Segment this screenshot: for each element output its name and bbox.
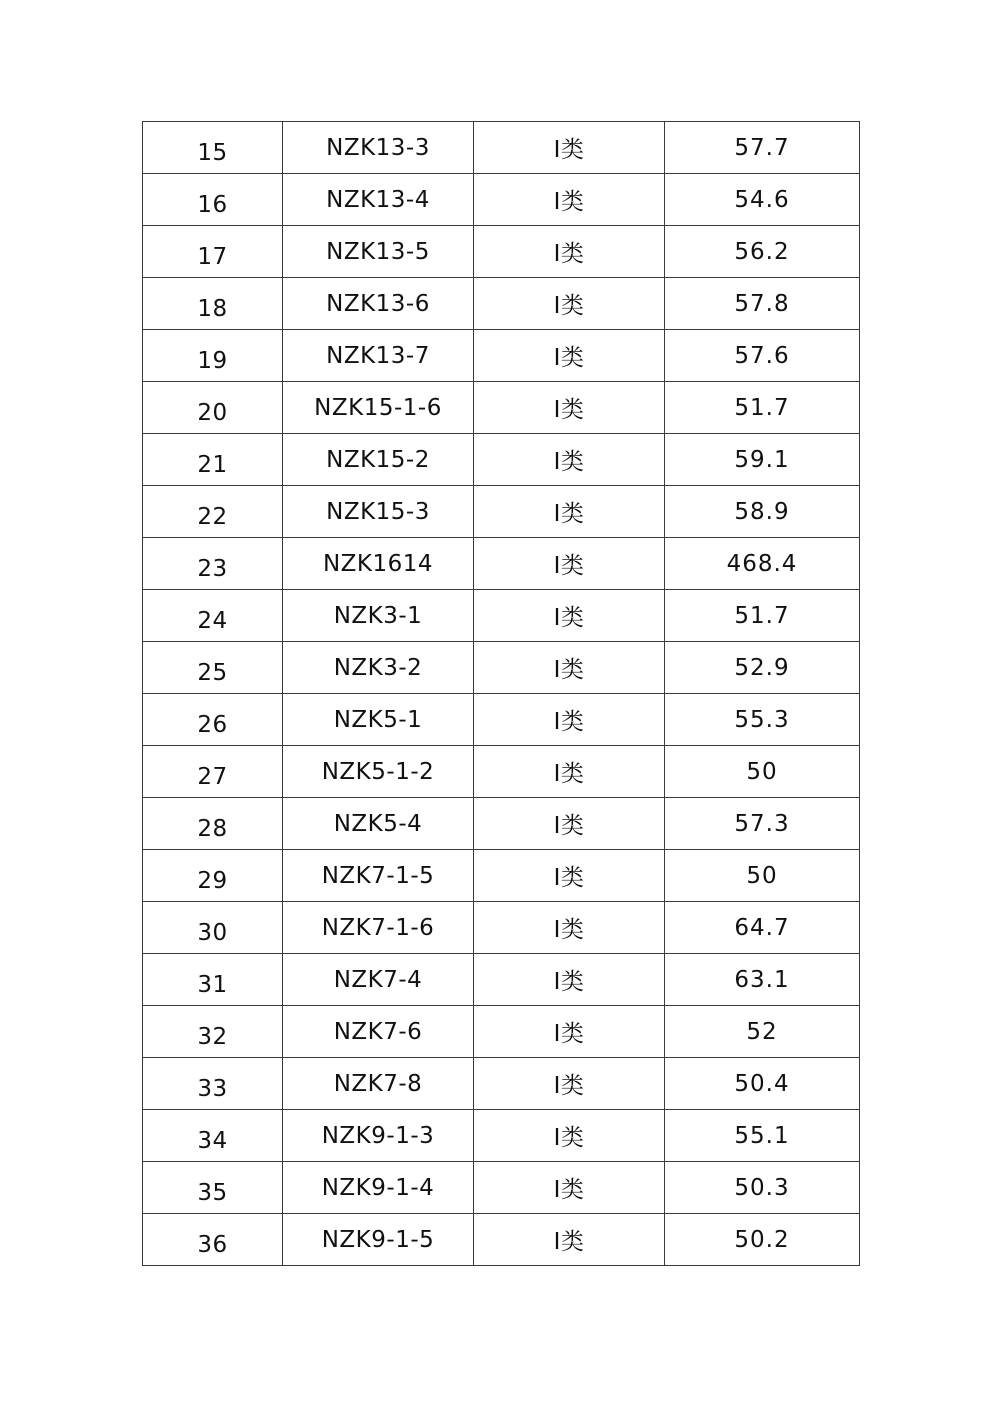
category-cell — [474, 174, 665, 226]
row-index-cell — [143, 122, 283, 174]
value-cell — [665, 746, 860, 798]
sample-code-cell-text: NZK13-5 — [326, 238, 430, 265]
table-row — [143, 174, 860, 226]
category-cell — [474, 694, 665, 746]
sample-code-cell — [283, 434, 474, 486]
sample-code-cell — [283, 226, 474, 278]
value-cell-text: 64.7 — [734, 914, 790, 941]
table-row — [143, 694, 860, 746]
row-index-cell — [143, 694, 283, 746]
category-cell — [474, 590, 665, 642]
value-cell-text: 57.6 — [734, 342, 790, 369]
value-cell — [665, 278, 860, 330]
row-index-cell-text: 25 — [197, 659, 228, 686]
category-cell-text: Ⅰ类 — [553, 865, 585, 891]
row-index-cell-text: 22 — [197, 503, 228, 530]
table-row — [143, 746, 860, 798]
value-cell-text: 54.6 — [734, 186, 790, 213]
row-index-cell — [143, 330, 283, 382]
row-index-cell — [143, 174, 283, 226]
row-index-cell — [143, 382, 283, 434]
value-cell-text: 50.2 — [734, 1226, 790, 1253]
row-index-cell — [143, 902, 283, 954]
sample-code-cell — [283, 122, 474, 174]
sample-code-cell-text: NZK13-3 — [326, 134, 430, 161]
value-cell — [665, 1110, 860, 1162]
sample-code-cell — [283, 642, 474, 694]
data-table — [142, 121, 860, 1266]
table-row — [143, 434, 860, 486]
category-cell — [474, 902, 665, 954]
sample-code-cell-text: NZK5-4 — [333, 810, 423, 837]
category-cell — [474, 798, 665, 850]
row-index-cell-text: 36 — [197, 1231, 228, 1258]
sample-code-cell — [283, 1110, 474, 1162]
sample-code-cell — [283, 850, 474, 902]
category-cell-text: Ⅰ类 — [553, 657, 585, 683]
category-cell — [474, 1110, 665, 1162]
category-cell-text: Ⅰ类 — [553, 1021, 585, 1047]
row-index-cell — [143, 538, 283, 590]
category-cell-text: Ⅰ类 — [553, 501, 585, 527]
category-cell-text: Ⅰ类 — [553, 345, 585, 371]
category-cell — [474, 122, 665, 174]
row-index-cell-text: 28 — [197, 815, 228, 842]
row-index-cell — [143, 1214, 283, 1266]
category-cell — [474, 1162, 665, 1214]
value-cell — [665, 590, 860, 642]
value-cell — [665, 486, 860, 538]
row-index-cell-text: 15 — [197, 139, 228, 166]
value-cell — [665, 122, 860, 174]
category-cell — [474, 382, 665, 434]
category-cell-text: Ⅰ类 — [553, 293, 585, 319]
category-cell — [474, 1006, 665, 1058]
table-row — [143, 902, 860, 954]
row-index-cell-text: 20 — [197, 399, 228, 426]
row-index-cell-text: 23 — [197, 555, 228, 582]
table-row — [143, 798, 860, 850]
category-cell — [474, 746, 665, 798]
category-cell — [474, 226, 665, 278]
sample-code-cell-text: NZK15-3 — [326, 498, 430, 525]
category-cell — [474, 330, 665, 382]
category-cell-text: Ⅰ类 — [553, 813, 585, 839]
category-cell-text: Ⅰ类 — [553, 397, 585, 423]
row-index-cell-text: 29 — [197, 867, 228, 894]
table-row — [143, 1058, 860, 1110]
category-cell-text: Ⅰ类 — [553, 241, 585, 267]
sample-code-cell-text: NZK13-7 — [326, 342, 430, 369]
value-cell-text: 55.1 — [734, 1122, 790, 1149]
row-index-cell — [143, 278, 283, 330]
value-cell — [665, 1214, 860, 1266]
category-cell-text: Ⅰ类 — [553, 709, 585, 735]
sample-code-cell — [283, 1214, 474, 1266]
table-row — [143, 1110, 860, 1162]
sample-code-cell-text: NZK7-1-5 — [321, 862, 435, 889]
value-cell-text: 468.4 — [726, 550, 798, 577]
category-cell-text: Ⅰ类 — [553, 1125, 585, 1151]
value-cell-text: 57.8 — [734, 290, 790, 317]
row-index-cell — [143, 746, 283, 798]
value-cell-text: 50 — [746, 758, 778, 785]
value-cell-text: 55.3 — [734, 706, 790, 733]
value-cell — [665, 1006, 860, 1058]
row-index-cell-text: 32 — [197, 1023, 228, 1050]
row-index-cell-text: 24 — [197, 607, 228, 634]
value-cell — [665, 382, 860, 434]
value-cell-text: 52 — [746, 1018, 778, 1045]
row-index-cell-text: 21 — [197, 451, 228, 478]
category-cell — [474, 642, 665, 694]
sample-code-cell-text: NZK13-6 — [326, 290, 430, 317]
value-cell-text: 50 — [746, 862, 778, 889]
row-index-cell — [143, 1162, 283, 1214]
table-row — [143, 1162, 860, 1214]
value-cell — [665, 330, 860, 382]
table-row — [143, 1006, 860, 1058]
category-cell-text: Ⅰ类 — [553, 553, 585, 579]
value-cell-text: 63.1 — [734, 966, 790, 993]
sample-code-cell — [283, 486, 474, 538]
row-index-cell — [143, 486, 283, 538]
row-index-cell — [143, 1006, 283, 1058]
sample-code-cell — [283, 174, 474, 226]
sample-code-cell-text: NZK7-1-6 — [321, 914, 435, 941]
row-index-cell-text: 18 — [197, 295, 228, 322]
category-cell — [474, 1214, 665, 1266]
category-cell-text: Ⅰ类 — [553, 449, 585, 475]
value-cell-text: 58.9 — [734, 498, 790, 525]
row-index-cell — [143, 798, 283, 850]
value-cell — [665, 1162, 860, 1214]
table-row — [143, 486, 860, 538]
sample-code-cell-text: NZK7-8 — [333, 1070, 423, 1097]
value-cell — [665, 434, 860, 486]
table-row — [143, 590, 860, 642]
value-cell — [665, 1058, 860, 1110]
sample-code-cell-text: NZK9-1-5 — [321, 1226, 435, 1253]
category-cell-text: Ⅰ类 — [553, 137, 585, 163]
value-cell-text: 52.9 — [734, 654, 790, 681]
sample-code-cell-text: NZK9-1-3 — [321, 1122, 435, 1149]
value-cell-text: 57.7 — [734, 134, 790, 161]
category-cell — [474, 538, 665, 590]
value-cell — [665, 954, 860, 1006]
row-index-cell-text: 26 — [197, 711, 228, 738]
sample-code-cell-text: NZK3-2 — [333, 654, 423, 681]
row-index-cell — [143, 954, 283, 1006]
table-row — [143, 330, 860, 382]
sample-code-cell-text: NZK7-6 — [333, 1018, 423, 1045]
value-cell — [665, 694, 860, 746]
table-row — [143, 538, 860, 590]
category-cell-text: Ⅰ类 — [553, 761, 585, 787]
table-row — [143, 226, 860, 278]
row-index-cell-text: 27 — [197, 763, 228, 790]
row-index-cell — [143, 642, 283, 694]
category-cell — [474, 434, 665, 486]
row-index-cell-text: 35 — [197, 1179, 228, 1206]
category-cell — [474, 1058, 665, 1110]
row-index-cell-text: 33 — [197, 1075, 228, 1102]
row-index-cell — [143, 590, 283, 642]
value-cell — [665, 642, 860, 694]
category-cell — [474, 486, 665, 538]
row-index-cell-text: 16 — [197, 191, 228, 218]
sample-code-cell — [283, 1058, 474, 1110]
category-cell — [474, 850, 665, 902]
table-row — [143, 278, 860, 330]
row-index-cell — [143, 434, 283, 486]
sample-code-cell-text: NZK7-4 — [333, 966, 423, 993]
category-cell-text: Ⅰ类 — [553, 917, 585, 943]
row-index-cell — [143, 1110, 283, 1162]
category-cell-text: Ⅰ类 — [553, 605, 585, 631]
table-row — [143, 1214, 860, 1266]
value-cell-text: 56.2 — [734, 238, 790, 265]
value-cell — [665, 174, 860, 226]
row-index-cell — [143, 1058, 283, 1110]
category-cell — [474, 278, 665, 330]
category-cell-text: Ⅰ类 — [553, 189, 585, 215]
sample-code-cell-text: NZK9-1-4 — [321, 1174, 435, 1201]
value-cell-text: 50.3 — [734, 1174, 790, 1201]
row-index-cell-text: 34 — [197, 1127, 228, 1154]
table-row — [143, 382, 860, 434]
table-row — [143, 850, 860, 902]
table-row — [143, 642, 860, 694]
table-body — [143, 122, 860, 1266]
sample-code-cell — [283, 746, 474, 798]
sample-code-cell — [283, 590, 474, 642]
sample-code-cell — [283, 954, 474, 1006]
row-index-cell — [143, 226, 283, 278]
row-index-cell-text: 19 — [197, 347, 228, 374]
category-cell-text: Ⅰ类 — [553, 969, 585, 995]
sample-code-cell-text: NZK13-4 — [326, 186, 430, 213]
sample-code-cell — [283, 538, 474, 590]
sample-code-cell — [283, 798, 474, 850]
value-cell-text: 59.1 — [734, 446, 790, 473]
category-cell-text: Ⅰ类 — [553, 1229, 585, 1255]
sample-code-cell-text: NZK15-1-6 — [314, 394, 442, 421]
row-index-cell — [143, 850, 283, 902]
sample-code-cell — [283, 330, 474, 382]
sample-code-cell — [283, 382, 474, 434]
sample-code-cell — [283, 1162, 474, 1214]
category-cell-text: Ⅰ类 — [553, 1073, 585, 1099]
category-cell-text: Ⅰ类 — [553, 1177, 585, 1203]
value-cell-text: 50.4 — [734, 1070, 790, 1097]
sample-code-cell — [283, 902, 474, 954]
value-cell-text: 51.7 — [734, 394, 790, 421]
value-cell — [665, 538, 860, 590]
sample-code-cell — [283, 694, 474, 746]
sample-code-cell — [283, 278, 474, 330]
value-cell-text: 57.3 — [734, 810, 790, 837]
value-cell — [665, 850, 860, 902]
category-cell — [474, 954, 665, 1006]
value-cell — [665, 798, 860, 850]
sample-code-cell-text: NZK3-1 — [333, 602, 423, 629]
sample-code-cell-text: NZK5-1-2 — [321, 758, 435, 785]
value-cell — [665, 226, 860, 278]
row-index-cell-text: 17 — [197, 243, 228, 270]
value-cell-text: 51.7 — [734, 602, 790, 629]
value-cell — [665, 902, 860, 954]
table-row — [143, 122, 860, 174]
row-index-cell-text: 31 — [197, 971, 228, 998]
table-row — [143, 954, 860, 1006]
row-index-cell-text: 30 — [197, 919, 228, 946]
sample-code-cell-text: NZK5-1 — [333, 706, 423, 733]
sample-code-cell-text: NZK15-2 — [326, 446, 430, 473]
sample-code-cell — [283, 1006, 474, 1058]
sample-code-cell-text: NZK1614 — [322, 550, 434, 577]
